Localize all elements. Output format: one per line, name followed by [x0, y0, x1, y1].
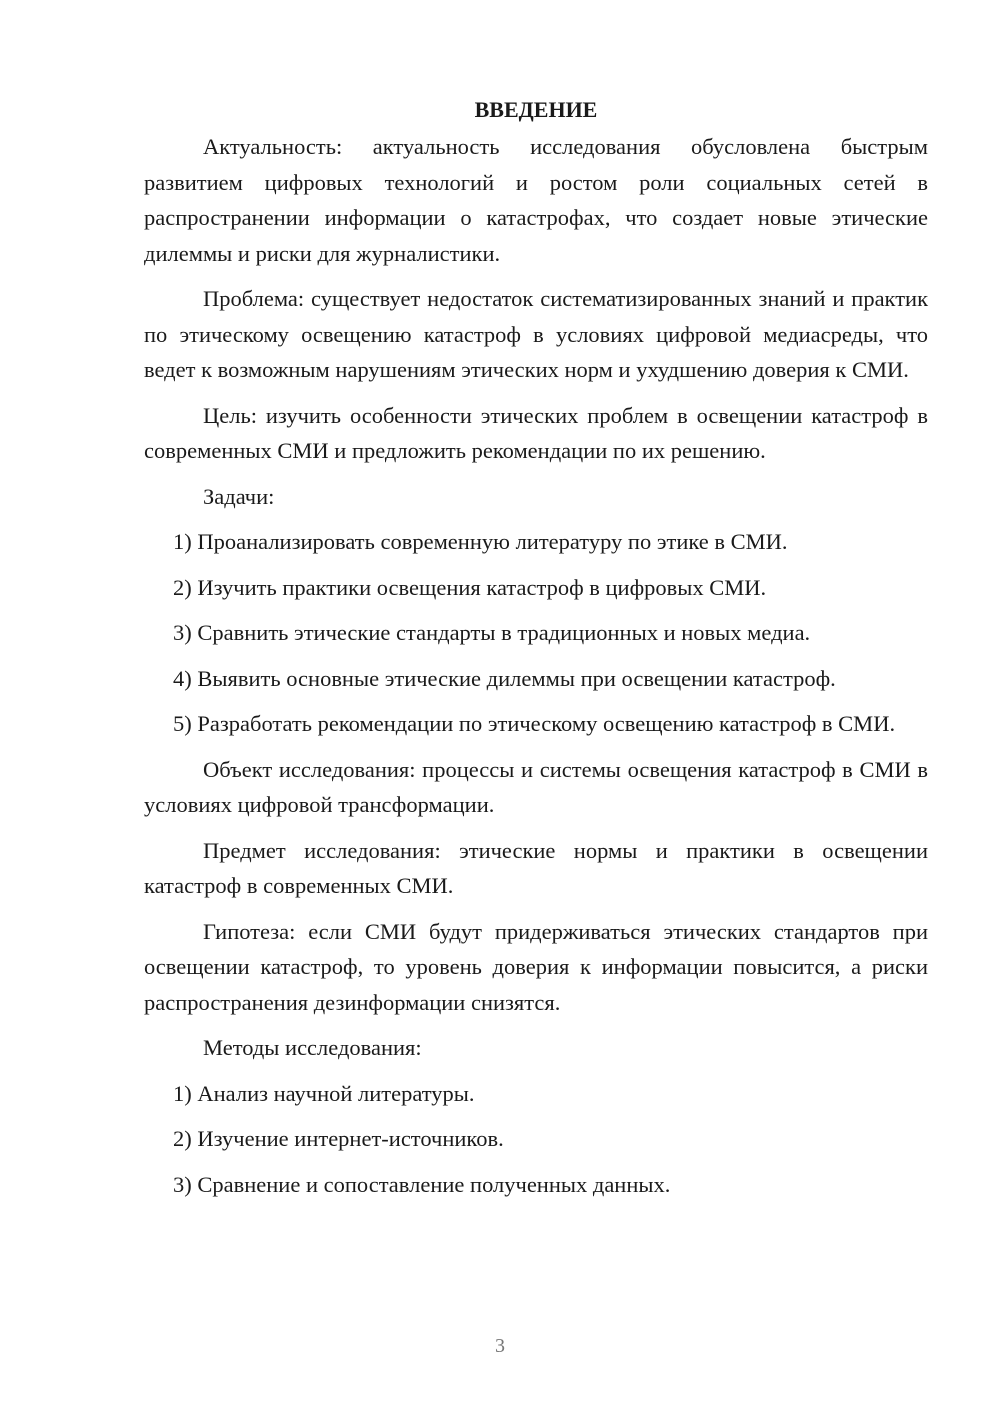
task-item: 4) Выявить основные этические дилеммы при освещении катастроф. [173, 665, 836, 691]
hypothesis-paragraph: Гипотеза: если СМИ будут придерживаться этических стандартов при освещении катастроф, то уровень доверия к информации повысится, а риски распространения дезинформации снизятся. [144, 918, 928, 1015]
relevance-paragraph: Актуальность: актуальность исследования обусловлена быстрым развитием цифровых технологий и ростом роли социальных сетей в распространении информации о катастрофах, что создает новые этические дилеммы и риски для журналистики. [144, 134, 928, 266]
task-item: 1) Проанализировать современную литературу по этике в СМИ. [173, 529, 788, 554]
subject-paragraph: Предмет исследования: этические нормы и практики в освещении катастроф в современных СМИ. [144, 837, 928, 898]
object-paragraph: Объект исследования: процессы и системы освещения катастроф в СМИ в условиях цифровой трансформации. [144, 756, 928, 817]
method-item: 2) Изучение интернет-источников. [173, 1126, 504, 1151]
problem-paragraph: Проблема: существует недостаток систематизированных знаний и практик по этическому освещению катастроф в условиях цифровой медиасреды, что ведет к возможным нарушениям этических норм и ухудшению доверия к СМИ. [144, 286, 928, 382]
method-item: 1) Анализ научной литературы. [173, 1080, 475, 1106]
task-item: 5) Разработать рекомендации по этическому освещению катастроф в СМИ. [173, 711, 896, 736]
tasks-list [144, 524, 928, 742]
task-item: 3) Сравнить этические стандарты в традиционных и новых медиа. [173, 620, 811, 645]
methods-label: Методы исследования: [203, 1035, 422, 1060]
methods-list [144, 1076, 928, 1203]
task-item: 2) Изучить практики освещения катастроф в цифровых СМИ. [173, 574, 767, 600]
goal-paragraph: Цель: изучить особенности этических проблем в освещении катастроф в современных СМИ и предложить рекомендации по их решению. [144, 402, 928, 463]
page-number: 3 [495, 1335, 505, 1357]
tasks-label: Задачи: [203, 483, 275, 509]
section-title: ВВЕДЕНИЕ [474, 97, 598, 122]
method-item: 3) Сравнение и сопоставление полученных данных. [173, 1171, 671, 1197]
page-content [144, 92, 928, 1212]
